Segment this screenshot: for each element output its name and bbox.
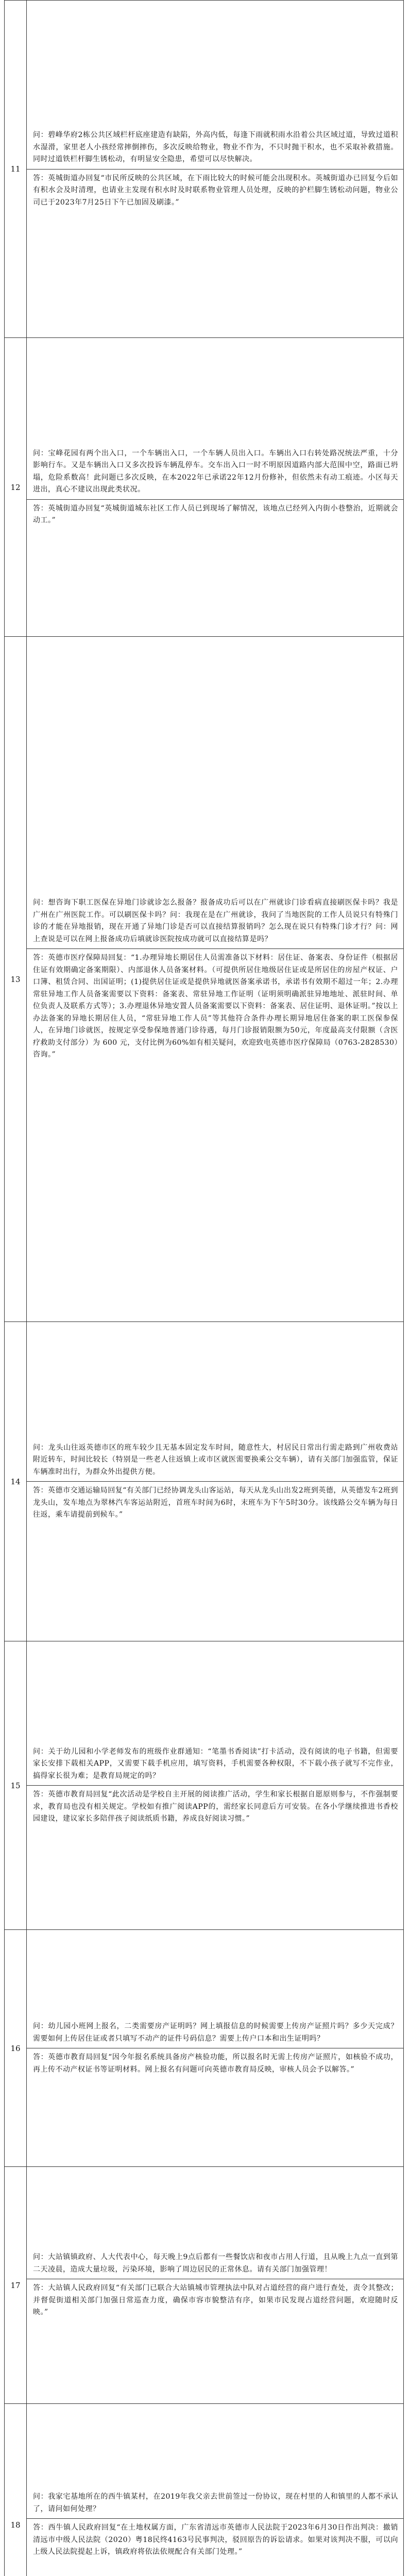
question-text: 问：龙头山往返英德市区的班车较少且无基本固定发车时间，随意性大，村居民日常出行需走路到广州收费站附近转车，时间比较长（特别是一些老人往返镇上或市区就医需要换乘公交车辆），请有关部门加强监管，保证车辆准时出行，为群众外出提供方便。 [33,1443,398,1476]
qa-table [4,0,404,2576]
row-number: 16 [5,1930,27,2167]
row-number: 13 [5,637,27,1322]
answer-text: 答：英城街道办回复“英城街道城东社区工作人员已到现场了解情况，该地点已经列入内街小巷整治，近期就会动工。” [33,504,398,524]
row-content [27,2167,404,2404]
row-number: 17 [5,2167,27,2404]
answer-text: 答：英德市交通运输局回复“有关部门已经协调龙头山客运站，每天从龙头山出发2班到英德，从英德发车2班到龙头山，发车地点为翠林汽车客运站附近，首班车时间为6时，末班车为下午5时30分。该线路公交车辆为每日往返，乘车请提前到候车。” [33,1486,398,1519]
question-text: 问：碧峰华府2栋公共区域栏杆底座建造有缺陷，外高内低，每逢下雨就积雨水沿着公共区域过道，导致过道积水湿滑，家里老人小孩经常摔倒摔伤，多次反映给物业，物业不作为，不只时抛干积水，也不采取补救措施。同时过道铁栏杆脚生锈松动，有明显安全隐患，希望可以尽快解决。 [33,131,398,163]
divider [27,948,403,949]
row-number: 14 [5,1322,27,1641]
question-text: 问：幼儿园小班网上报名，二类需要房产证明吗？网上填报信息的时候需要上传房产证照片吗？多少天完成？需要如何上传居住证或者只填写不动产的证件号码信息？需要上传户口本和出生证明吗？ [33,2022,398,2043]
row-content [27,1930,404,2167]
row-number: 18 [5,2404,27,2576]
row-number: 12 [5,338,27,637]
row-number: 11 [5,1,27,338]
question-text: 问：我家宅基地所在的西牛镇某村，在2019年我父亲去世前签过一份协议，现在村里的人和镇里的人都不承认了，请问如何处理？ [33,2493,398,2513]
table-row [5,2167,404,2404]
question-text: 问：大站镇镇政府、人大代表中心，每天晚上9点后都有一些餐饮店和夜市占用人行道，且从晚上九点一直到第二天凌晨，造成大量垃圾，污染环境，影响了周边居民的正常休息。请有关部门加强管理！ [33,2253,398,2274]
table-row [5,338,404,637]
row-content [27,2404,404,2576]
answer-text: 答：英德市医疗保障局回复：“1.办理异地长期居住人员需准备以下材料：居住证、备案表、身份证件（根据居住证有效期确定备案期限）、内部退休人员备案材料。（可提供所居住地级居住证或是所居住的房屋产权证、户口簿、租赁合同、出国证明；(1)提供居住证或是提供异地就医备案承诺书，承诺书有效期不超过一年；2.办理常驻异地工作人员备案需要以下资料：备案表、常驻异地工作证明（证明须明确派驻异地地址、派驻时间、单位负责人及联系方式等）；3.办理退休异地安置人员备案需要以下资料：备案表、居住证明、退休证明。”按以上办法备案的异地长期居住人员，“常驻异地工作人员”等其他符合条件办理长期异地居住备案的职工医保参保人，在异地门诊就医，按规定享受参保地普通门诊待遇，每月门诊报销限额为50元，年度最高支付限额（含医疗救助支付部分）为 600 元，支付比例为60%如有相关疑问，欢迎致电英德市医疗保障局（0763-2828530）咨询。” [33,954,398,1059]
question-text: 问：关于幼儿园和小学老师发布的班级作业群通知：“笔墨书香阅读”打卡活动，没有阅读的电子书籍，但需要家长安排下载相关APP，又需要下载手机应用，填写资料，手机需要各种权限，不下载小孩子就写不完作业，搞得家长很为难；是教育局规定的吗？ [33,1747,398,1780]
question-text: 问：宝峰花园有两个出入口，一个车辆出入口，一个车辆人员出入口。车辆出入口右转处路况统法严重，十分影响行车。又是车辆出入口又多次投诉车辆乱停车。交车出入口一时不明原因道路内部大范围中空，路面已坍塌，危险系数高！此问题已多次反映，在本2022年已承诺22年12月份修补，但依然未有动工痕迹。小区每天进出，真心不建议出现此类状况。 [33,449,398,494]
answer-text: 答：英城街道办回复“市民所反映的公共区域，在下雨比较大的时候可能会出现积水。英城街道办已回复今后如有积水会及时清理，也请业主发现有积水时及时联系物业管理人员处理，反映的护栏脚生锈松动问题，物业公司已于2023年7月25日下午已加固及刷漆。” [33,174,398,207]
divider [27,1785,403,1786]
answer-text: 答：英德市教育局回复“因今年报名系统具备房产核验功能，所以报名时无需上传房产证照片，如核验不成功，再上传不动产权证书等证明材料。网上报名有问题可向英德市教育局反映，审核人员会予以解答。” [33,2053,398,2074]
answer-text: 答：英德市教育局回复“此次活动是学校自主开展的阅读推广活动，学生和家长根据自愿原则参与，不作强制要求，教育局也没有相关规定。学校如有推广阅读APP的，需经家长同意后方可安装。在各小学继续推进书香校园建设，建议家长多陪伴孩子阅读纸质书籍，养成良好阅读习惯。” [33,1790,398,1823]
divider [27,1481,403,1482]
divider [27,2518,403,2519]
divider [27,499,403,500]
answer-text: 答：西牛镇人民政府回复“在土地权属方面，广东省清远市英德市人民法院于2023年6月30日作出判决：撤销清远市中级人民法院（2020）粤18民终4163号民事判决，驳回原告的诉讼请求。如果对该判决不服，可以向上级人民法院提起上诉，镇政府将依法依规配合有关部门处理。” [33,2523,398,2556]
table-row [5,1322,404,1641]
answer-text: 答：大站镇人民政府回复“有关部门已联合大站镇城市管理执法中队对占道经营的商户进行查处，责令其整改；并督促街道相关部门加强日常巡查力度，确保市容市貌整洁有序，如果市民发现占道经营问题，欢迎随时反映。” [33,2284,398,2317]
row-content [27,338,404,637]
row-content [27,1,404,338]
table-row [5,1,404,338]
row-content [27,637,404,1322]
divider [27,169,403,170]
row-content [27,1322,404,1641]
row-number: 15 [5,1641,27,1930]
table-row [5,1930,404,2167]
table-row [5,637,404,1322]
table-row [5,1641,404,1930]
question-text: 问：想咨询下职工医保在异地门诊就诊怎么报备？报备成功后可以在广州就诊门诊看病直接刷医保卡吗？我是广州在广州医院工作。可以刷医保卡吗？问：我现在是在广州就诊，我问了当地医院的工作人员说只有特殊门诊的才能在异地报销，现在开通了异地门诊是否可以直接结算报销吗？怎么现在说只有特殊门诊才行？问：网上查说是可以在网上报备成功后填就诊医院按成功就可以直接结算是吗？ [33,899,398,943]
table-row [5,2404,404,2576]
row-content [27,1641,404,1930]
